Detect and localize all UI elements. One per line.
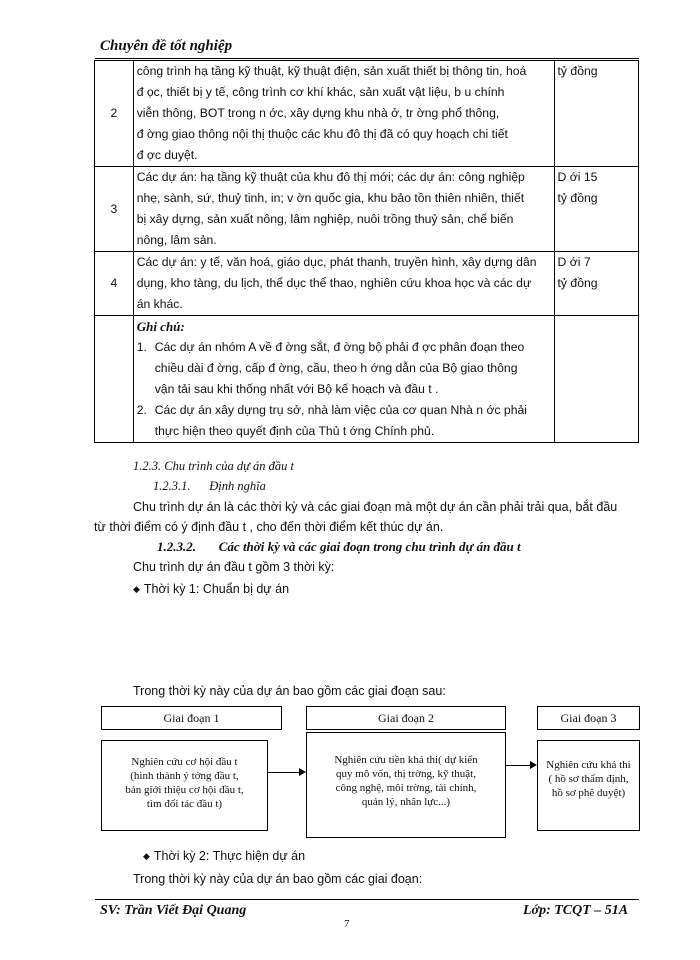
stage-3-line: Nghiên cứu khả thi	[546, 759, 631, 771]
row-number: 2	[95, 61, 134, 167]
stage-1-content-box	[101, 740, 268, 831]
notes-cell	[133, 316, 554, 443]
note-line: vận tải sau khi thống nhất với Bộ kế hoạch và đầu t .	[154, 382, 439, 396]
row-number: 4	[95, 252, 134, 316]
row-description	[133, 252, 554, 316]
cycle-intro: Chu trình dự án đầu t gồm 3 thời kỳ:	[133, 560, 335, 574]
capital-line: tỷ đồng	[557, 64, 598, 78]
desc-line: đ ợc duyệt.	[136, 148, 198, 162]
desc-line: Các dự án: y tế, văn hoá, giáo dục, phát thanh, truyền hình, xây dựng dân	[136, 255, 537, 269]
desc-line: đ ờng giao thông nội thị thuộc các khu đô thị đã có quy hoạch chi tiết	[136, 127, 508, 141]
stage-2-line: quản lý, nhân lực...)	[361, 796, 451, 808]
note-text	[155, 337, 525, 400]
header-divider	[95, 58, 639, 59]
stage-1-label: Giai đoạn 1	[163, 711, 220, 725]
stages-intro: Trong thời kỳ này của dự án bao gồm các giai đoạn sau:	[133, 684, 446, 698]
row-description	[133, 167, 554, 252]
stages-intro-2: Trong thời kỳ này của dự án bao gồm các giai đoạn:	[133, 872, 423, 886]
section-heading-1-2-3: 1.2.3. Chu trình của dự án đầu t	[133, 459, 294, 473]
note-line: Các dự án nhóm A về đ ờng sắt, đ ờng bộ phải đ ợc phân đoạn theo	[154, 340, 525, 354]
footer-divider	[95, 899, 639, 900]
note-line: chiều dài đ ờng, cấp đ ờng, cầu, theo h ớng dẫn của Bộ giao thông	[154, 361, 518, 375]
note-line: thực hiện theo quyết định của Thủ t ớng Chính phủ.	[154, 424, 435, 438]
capital-line: D ới 7	[557, 255, 591, 269]
notes-title: Ghi chú:	[136, 319, 185, 334]
desc-line: dụng, kho tàng, du lịch, thể dục thể thao, nghiên cứu khoa học và các dự	[136, 276, 532, 290]
note-text	[155, 400, 527, 442]
definition-line-1: Chu trình dự án là các thời kỳ và các giai đoạn mà một dự án cần phải trải qua, bắt đầu	[133, 500, 618, 514]
note-number: 1.	[136, 340, 147, 354]
notes-row	[95, 316, 639, 443]
stage-1-header-box	[101, 706, 282, 730]
running-header: Chuyên đề tốt nghiệp	[100, 38, 233, 54]
desc-line: đ ọc, thiết bị y tế, công trình cơ khí khác, sản xuất vật liệu, b u chính	[136, 85, 505, 99]
period-2-bullet	[143, 846, 305, 867]
stage-1-line: Nghiên cứu cơ hội đầu t	[131, 756, 238, 768]
stage-2-line: quy mô vốn, thị trờng, kỹ thuật,	[336, 768, 476, 780]
period-2-text: Thời kỳ 2: Thực hiện dự án	[153, 849, 306, 863]
note-line: Các dự án xây dựng trụ sở, nhà làm việc của cơ quan Nhà n ớc phải	[154, 403, 527, 417]
footer-student: SV: Trần Viết Đại Quang	[100, 903, 247, 918]
stage-3-line: ( hồ sơ thẩm định,	[548, 773, 629, 785]
section-heading-1-2-3-2: 1.2.3.2. Các thời kỳ và các giai đoạn trong chu trình dự án đầu t	[157, 539, 521, 554]
arrow-right-icon	[530, 761, 537, 769]
page-number: 7	[344, 918, 350, 930]
desc-line: nhẹ, sành, sứ, thuỷ tinh, in; v ờn quốc gia, khu bảo tồn thiên nhiên, thiết	[136, 191, 525, 205]
stage-1-line: bản giới thiệu cơ hội đầu t,	[125, 784, 244, 796]
stage-3-header-box	[537, 706, 640, 730]
capital-line: tỷ đồng	[557, 191, 598, 205]
table-row	[95, 252, 639, 316]
stage-3-label: Giai đoạn 3	[560, 711, 617, 725]
arrow-stage-2-to-3-line	[506, 765, 530, 766]
table-row	[95, 61, 639, 167]
desc-line: Các dự án: hạ tầng kỹ thuật của khu đô thị mới; các dự án: công nghiệp	[136, 170, 525, 184]
capital-line: tỷ đồng	[557, 276, 598, 290]
notes-empty-cell	[554, 316, 638, 443]
desc-line: án khác.	[136, 297, 183, 311]
arrow-stage-1-to-2-line	[268, 772, 299, 773]
definition-line-2: từ thời điểm có ý định đầu t , cho đến thời điểm kết thúc dự án.	[94, 520, 444, 534]
desc-line: nông, lâm sản.	[136, 233, 217, 247]
period-1-bullet	[133, 579, 289, 600]
capital-line: D ới 15	[557, 170, 598, 184]
row-capital	[554, 167, 638, 252]
arrow-right-icon	[299, 768, 306, 776]
diamond-bullet-icon: ◆	[143, 851, 150, 861]
footer-class: Lớp: TCQT – 51A	[523, 903, 629, 918]
project-group-table	[94, 60, 639, 443]
stage-3-content-box	[537, 740, 640, 831]
note-item	[137, 337, 551, 400]
table-row	[95, 167, 639, 252]
stage-2-content-box	[306, 732, 506, 838]
stage-1-line: (hình thành ý tởng đầu t,	[130, 770, 239, 782]
stage-2-header-box	[306, 706, 506, 730]
stage-2-line: Nghiên cứu tiền khả thi( dự kiến	[334, 754, 478, 766]
stage-2-label: Giai đoạn 2	[378, 711, 434, 725]
desc-line: công trình hạ tầng kỹ thuật, kỹ thuật điện, sản xuất thiết bị thông tin, hoá	[136, 64, 527, 78]
stage-2-line: công nghệ, môi trờng, tài chính,	[335, 782, 477, 794]
row-capital	[554, 61, 638, 167]
desc-line: bị xây dựng, sản xuất nông, lâm nghiệp, nuôi trồng thuỷ sản, chế biến	[136, 212, 514, 226]
period-1-text: Thời kỳ 1: Chuẩn bị dự án	[143, 582, 290, 596]
stage-3-line: hồ sơ phê duyệt)	[551, 787, 626, 799]
row-capital	[554, 252, 638, 316]
note-number: 2.	[136, 403, 147, 417]
notes-empty-cell	[95, 316, 134, 443]
diamond-bullet-icon: ◆	[133, 584, 140, 594]
section-heading-1-2-3-1: 1.2.3.1. Định nghĩa	[153, 479, 266, 493]
row-description	[133, 61, 554, 167]
row-number: 3	[95, 167, 134, 252]
note-item	[137, 400, 551, 442]
stage-1-line: tìm đối tác đầu t)	[146, 798, 223, 810]
desc-line: viễn thông, BOT trong n ớc, xây dựng khu nhà ở, tr ờng phổ thông,	[136, 106, 500, 120]
